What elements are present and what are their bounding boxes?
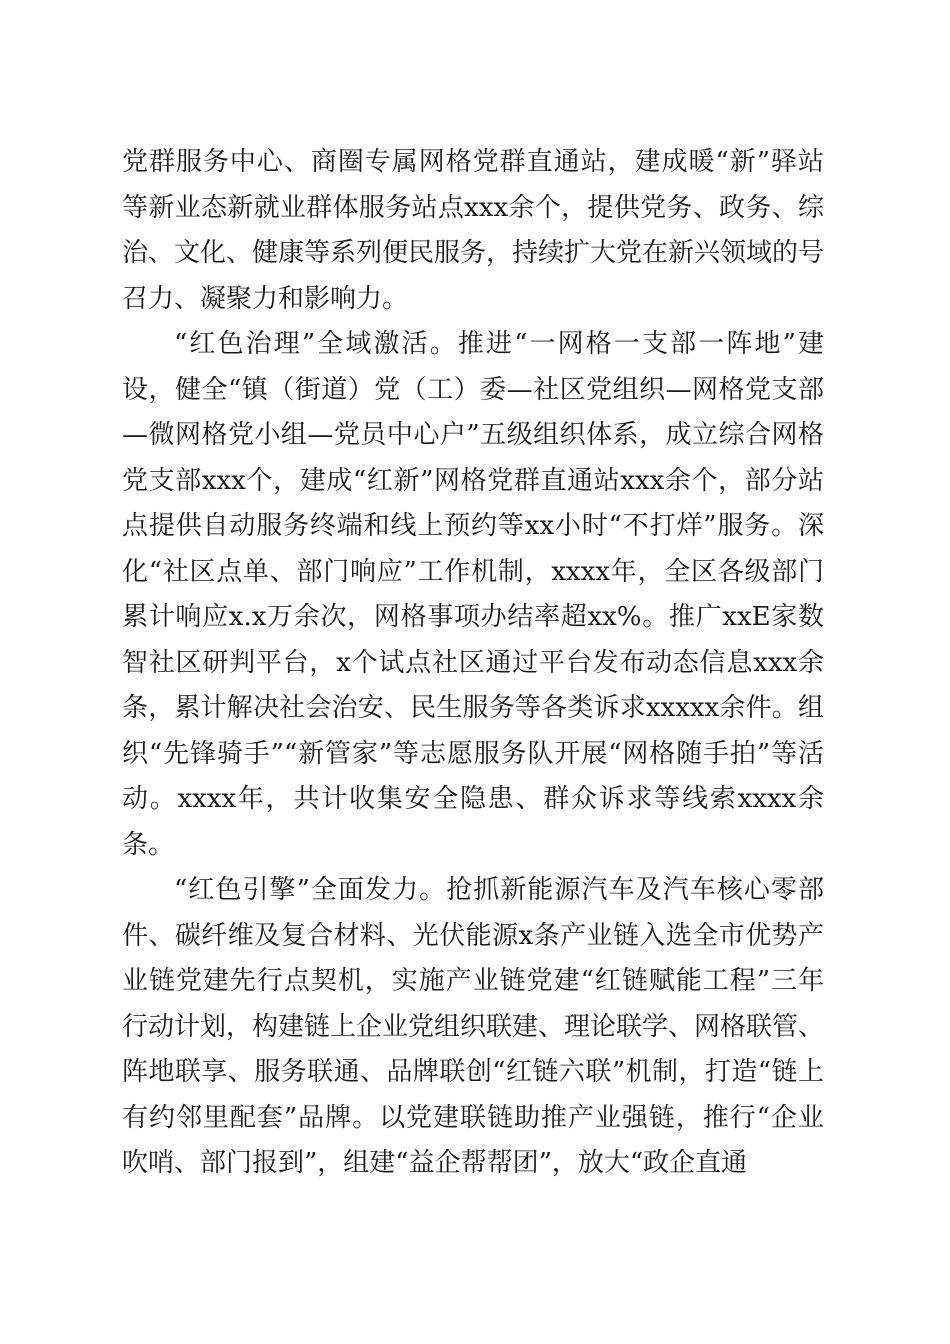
paragraph-service-centers: 党群服务中心、商圈专属网格党群直通站，建成暖“新”驿站等新业态新就业群体服务站点xxx余个，提供党务、政务、综治、文化、健康等系列便民服务，持续扩大党在新兴领域的号召力、凝聚力和影响力。 [122,147,825,314]
paragraph-red-governance: “红色治理”全域激活。推进“一网格一支部一阵地”建设，健全“镇（街道）党（工）委—社区党组织—网格党支部—微网格党小组—党员中心户”五级组织体系，成立综合网格党支部xxx个，建成“红新”网格党群直通站xxx余个，部分站点提供自动服务终端和线上预约等xx小时“不打烊”服务。深化“社区点单、部门响应”工作机制，xxxx年，全区各级部门累计响应x.x万余次，网格事项办结率超xx%。推广xxE家数智社区研判平台，x个试点社区通过平台发布动态信息xxx余条，累计解决社会治安、民生服务等各类诉求xxxxx余件。组织“先锋骑手”“新管家”等志愿服务队开展“网格随手拍”等活动。xxxx年，共计收集安全隐患、群众诉求等线索xxxx余条。 [122,329,824,860]
paragraph-red-engine: “红色引擎”全面发力。抢抓新能源汽车及汽车核心零部件、碳纤维及复合材料、光伏能源x条产业链入选全市优势产业链党建先行点契机，实施产业链党建“红链赋能工程”三年行动计划，构建链上企业党组织联建、理论联学、网格联管、阵地联享、服务联通、品牌联创“红链六联”机制，打造“链上有约邻里配套”品牌。以党建联链助推产业强链，推行“企业吹哨、部门报到”，组建“益企帮帮团”，放大“政企直通 [122,875,825,1178]
body-text [122,140,824,1187]
